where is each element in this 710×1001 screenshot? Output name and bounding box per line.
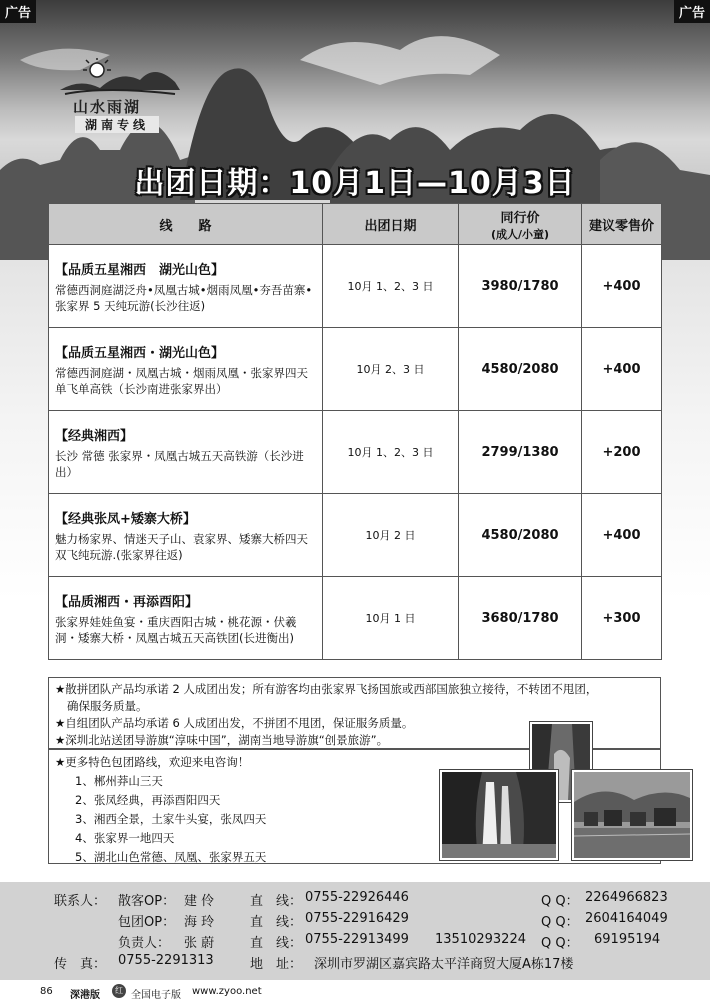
site-label: 全国电子版	[131, 990, 181, 1001]
logo-subtitle: 湖南专线	[75, 116, 159, 133]
direct-line-phone: 0755-22913499	[305, 932, 409, 947]
direct-line-label: 直 线：	[250, 894, 303, 909]
list-item: 2、张凤经典，再添酉阳四天	[75, 793, 221, 807]
route-description: 长沙 常德 张家界・凤凰古城五天高铁游（长沙进出）	[55, 448, 304, 479]
route-description: 常德西洞庭湖泛舟•凤凰古城•烟雨凤凰•夯吾苗寨•张家界 5 天纯玩游(长沙往返)	[55, 282, 313, 313]
contact-label: 联系人：	[54, 894, 107, 909]
route-cell	[49, 411, 323, 494]
address: 深圳市罗湖区嘉宾路太平洋商贸大厦A栋17楼	[314, 957, 574, 972]
contact-panel	[0, 882, 710, 980]
qq-label: Q Q：	[541, 936, 579, 951]
route-description: 魅力杨家界、情迷天子山、袁家界、矮寨大桥四天双飞纯玩游.(张家界往返)	[55, 531, 308, 562]
direct-line-label: 直 线：	[250, 915, 303, 930]
qq-number: 2604164049	[585, 911, 668, 926]
departure-date: 10月 2 日	[323, 494, 459, 577]
contact-row	[0, 953, 710, 973]
route-cell	[49, 328, 323, 411]
contact-role: 负责人：	[118, 936, 171, 951]
departure-dates-headline: 出团日期：10月1日—10月3日	[134, 166, 576, 201]
list-item: 3、湘西全景，土家牛头宴，张凤四天	[75, 812, 267, 826]
site-url[interactable]: www.zyoo.net	[192, 986, 262, 997]
table-row	[49, 577, 662, 660]
note-line: ★深圳北站送团导游旗“淳味中国”，湖南当地导游旗“创景旅游”。	[55, 733, 389, 747]
edition-badge: 红	[112, 984, 126, 998]
contact-role: 包团OP：	[118, 915, 176, 930]
header-route: 线 路	[49, 204, 323, 245]
suggested-markup: +400	[582, 328, 662, 411]
direct-line-phone: 0755-22916429	[305, 911, 409, 926]
qq-number: 69195194	[594, 932, 661, 947]
note-line: ★自组团队产品均承诺 6 人成团出发，不拼团不甩团，保证服务质量。	[55, 716, 414, 730]
route-name: 【经典湘西】	[55, 428, 134, 444]
direct-line-phone: 0755-22926446	[305, 890, 409, 905]
route-name: 【品质湘西・再添酉阳】	[55, 594, 199, 610]
brand-logo	[55, 58, 190, 133]
route-cell	[49, 245, 323, 328]
table-row	[49, 494, 662, 577]
peer-price: 4580/2080	[459, 328, 582, 411]
note-line: ★散拼团队产品均承诺 2 人成团出发；所有游客均由张家界飞扬国旅或西部国旅独立接待，不转团不甩团，	[55, 682, 598, 696]
table-row	[49, 245, 662, 328]
header-suggested-price: 建议零售价	[582, 204, 662, 245]
peer-price: 3980/1780	[459, 245, 582, 328]
departure-date: 10月 1 日	[323, 577, 459, 660]
peer-price: 3680/1780	[459, 577, 582, 660]
suggested-markup: +400	[582, 494, 662, 577]
page-footer	[0, 983, 710, 1000]
list-item: 1、郴州莽山三天	[75, 774, 163, 788]
route-name: 【经典张凤+矮寨大桥】	[55, 511, 196, 527]
ad-label-left: 广告	[0, 0, 36, 23]
ad-label-right: 广告	[674, 0, 710, 23]
contact-row	[0, 932, 710, 952]
contact-name: 海 玲	[184, 915, 215, 930]
note-line: 确保服务质量。	[67, 699, 148, 713]
table-row	[49, 328, 662, 411]
departure-date: 10月 1、2、3 日	[323, 411, 459, 494]
direct-line-label: 直 线：	[250, 936, 303, 951]
list-item: 5、湖北山色常德、凤凰、张家界五天	[75, 850, 267, 864]
waterfall-photo	[440, 770, 558, 860]
qq-label: Q Q：	[541, 915, 579, 930]
more-routes-title: ★更多特色包团路线，欢迎来电咨询！	[55, 755, 250, 769]
logo-name: 山水雨湖	[73, 98, 142, 116]
fax-number: 0755-2291313	[118, 953, 214, 968]
suggested-markup: +300	[582, 577, 662, 660]
mobile-phone: 13510293224	[435, 932, 526, 947]
departure-date: 10月 1、2、3 日	[323, 245, 459, 328]
route-cell	[49, 494, 323, 577]
contact-role: 散客OP：	[118, 894, 176, 909]
edition-label: 深港版	[70, 990, 100, 1001]
table-header-row	[49, 204, 662, 245]
page-number: 86	[40, 986, 53, 997]
header-peer-price-sub: (成人/小童)	[490, 227, 550, 241]
qq-number: 2264966823	[585, 890, 668, 905]
header-peer-price-label: 同行价	[500, 210, 540, 226]
table-row	[49, 411, 662, 494]
mountain-sun-logo-icon	[55, 58, 190, 98]
contact-name: 张 蔚	[184, 936, 215, 951]
contact-row	[0, 911, 710, 931]
route-name: 【品质五星湘西・湖光山色】	[55, 345, 225, 361]
route-name: 【品质五星湘西 湖光山色】	[55, 262, 225, 278]
suggested-markup: +200	[582, 411, 662, 494]
list-item: 4、张家界一地四天	[75, 831, 175, 845]
contact-name: 建 伶	[184, 894, 215, 909]
header-peer-price	[459, 204, 582, 245]
route-description: 张家界娃娃鱼宴・重庆酉阳古城・桃花源・伏羲洞・矮寨大桥・凤凰古城五天高铁团(长进衡出)	[55, 614, 297, 645]
peer-price: 2799/1380	[459, 411, 582, 494]
routes-table	[48, 203, 662, 660]
departure-date: 10月 2、3 日	[323, 328, 459, 411]
fax-label: 传 真：	[54, 957, 107, 972]
river-town-photo	[572, 770, 692, 860]
suggested-markup: +400	[582, 245, 662, 328]
peer-price: 4580/2080	[459, 494, 582, 577]
contact-row	[0, 890, 710, 910]
route-cell	[49, 577, 323, 660]
qq-label: Q Q：	[541, 894, 579, 909]
address-label: 地 址：	[250, 957, 303, 972]
header-date: 出团日期	[323, 204, 459, 245]
route-description: 常德西洞庭湖・凤凰古城・烟雨凤凰・张家界四天单飞单高铁（长沙南进张家界出）	[55, 365, 308, 396]
